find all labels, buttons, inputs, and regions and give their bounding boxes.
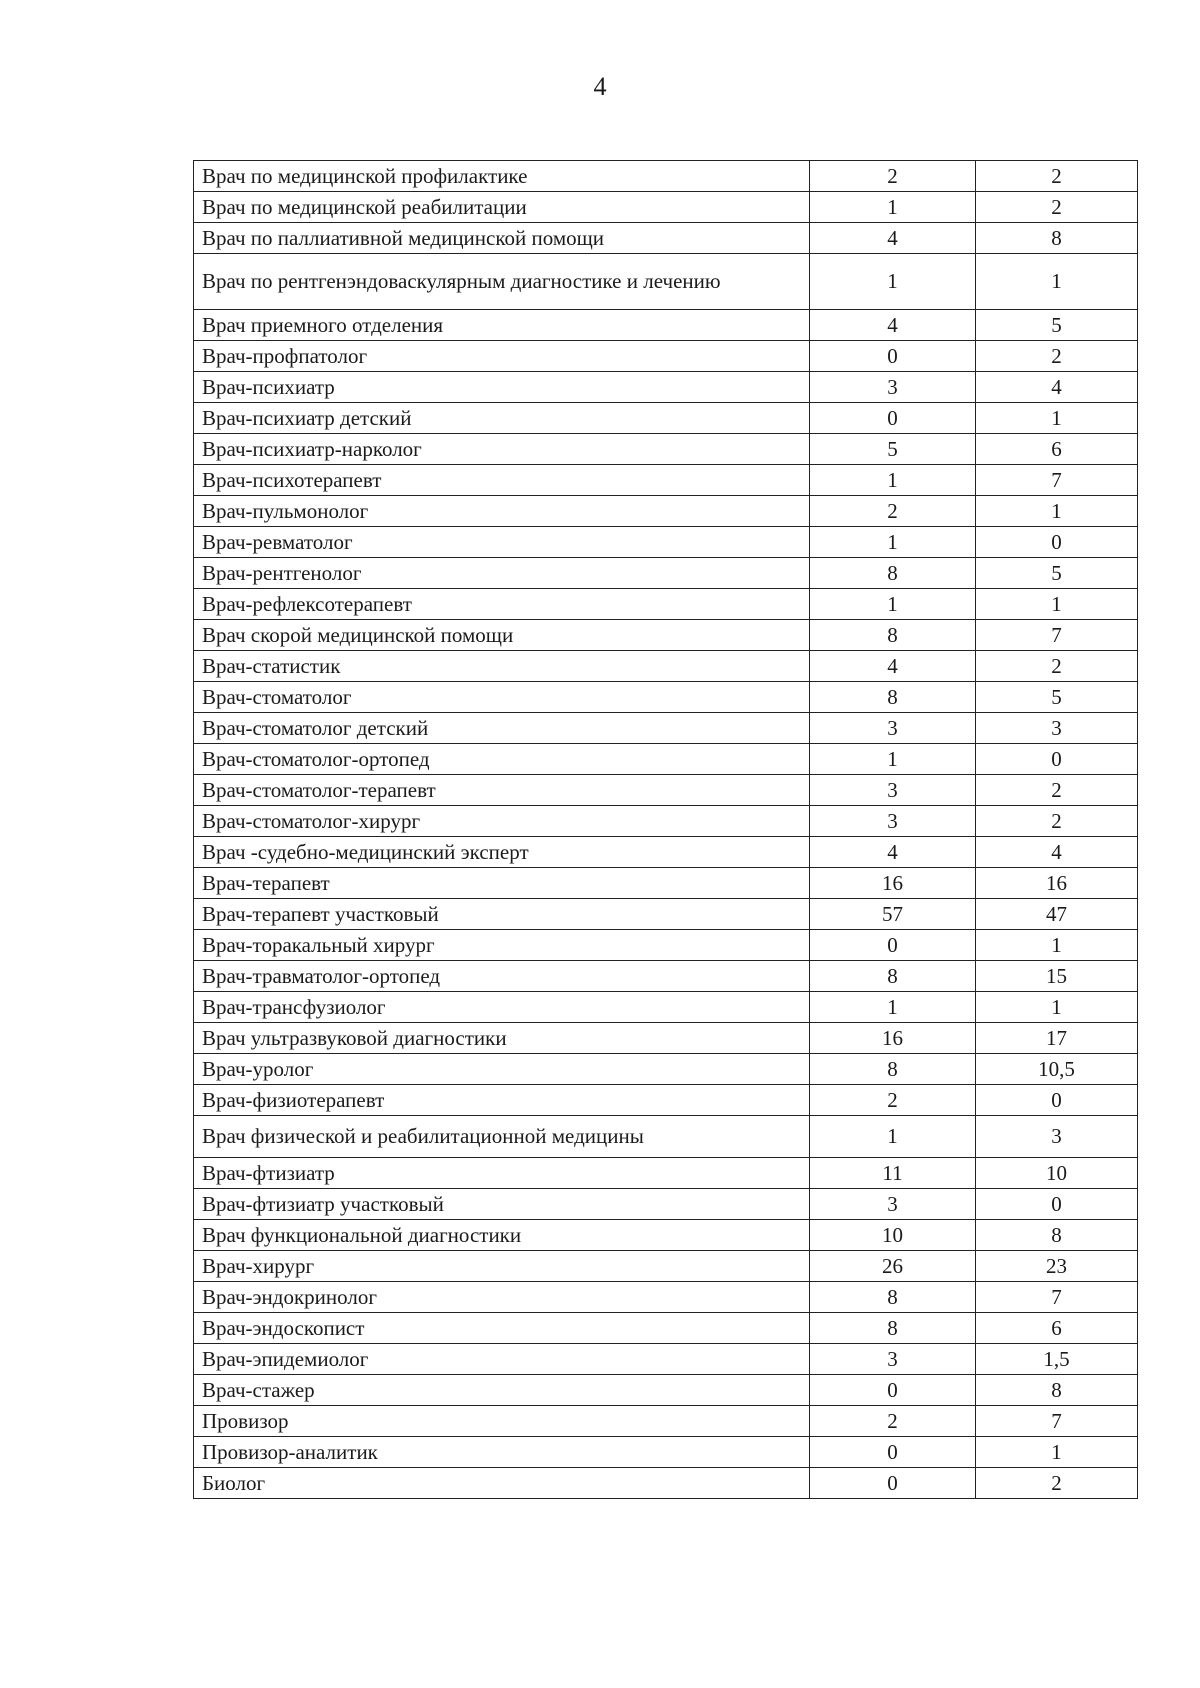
- value-column-1-cell: 26: [810, 1251, 976, 1282]
- position-name-cell: Врач-профпатолог: [194, 341, 810, 372]
- value-column-1-cell: 5: [810, 434, 976, 465]
- value-column-1-cell: 4: [810, 651, 976, 682]
- value-column-2-cell: 10: [976, 1158, 1138, 1189]
- value-column-2-cell: 2: [976, 775, 1138, 806]
- table-row: [194, 1158, 1138, 1189]
- table-row: [194, 1116, 1138, 1158]
- position-name-cell: Биолог: [194, 1468, 810, 1499]
- value-column-1-cell: 3: [810, 1344, 976, 1375]
- value-column-1-cell: 8: [810, 558, 976, 589]
- table-row: [194, 434, 1138, 465]
- position-name-cell: Врач-фтизиатр: [194, 1158, 810, 1189]
- position-name-cell: Врач по рентгенэндоваскулярным диагностике и лечению: [194, 254, 810, 310]
- value-column-2-cell: 4: [976, 372, 1138, 403]
- value-column-2-cell: 1: [976, 496, 1138, 527]
- value-column-1-cell: 0: [810, 930, 976, 961]
- table-row: [194, 930, 1138, 961]
- value-column-2-cell: 5: [976, 310, 1138, 341]
- value-column-1-cell: 2: [810, 161, 976, 192]
- value-column-2-cell: 3: [976, 1116, 1138, 1158]
- value-column-2-cell: 23: [976, 1251, 1138, 1282]
- table-row: [194, 992, 1138, 1023]
- table-row: [194, 310, 1138, 341]
- position-name-cell: Врач ультразвуковой диагностики: [194, 1023, 810, 1054]
- value-column-2-cell: 8: [976, 1220, 1138, 1251]
- value-column-2-cell: 8: [976, 223, 1138, 254]
- value-column-2-cell: 3: [976, 713, 1138, 744]
- value-column-1-cell: 4: [810, 310, 976, 341]
- value-column-1-cell: 0: [810, 403, 976, 434]
- position-name-cell: Врач-психиатр детский: [194, 403, 810, 434]
- position-name-cell: Врач-психиатр-нарколог: [194, 434, 810, 465]
- table-row: [194, 1437, 1138, 1468]
- value-column-1-cell: 3: [810, 372, 976, 403]
- value-column-2-cell: 1: [976, 403, 1138, 434]
- position-name-cell: Врач-стоматолог-ортопед: [194, 744, 810, 775]
- position-name-cell: Врач-психотерапевт: [194, 465, 810, 496]
- position-name-cell: Врач-рефлексотерапевт: [194, 589, 810, 620]
- position-name-cell: Врач-ревматолог: [194, 527, 810, 558]
- value-column-1-cell: 1: [810, 589, 976, 620]
- table-row: [194, 465, 1138, 496]
- table-row: [194, 961, 1138, 992]
- position-name-cell: Врач-уролог: [194, 1054, 810, 1085]
- value-column-1-cell: 16: [810, 868, 976, 899]
- value-column-2-cell: 17: [976, 1023, 1138, 1054]
- table-row: [194, 1220, 1138, 1251]
- value-column-2-cell: 1: [976, 254, 1138, 310]
- table-row: [194, 775, 1138, 806]
- position-name-cell: Провизор: [194, 1406, 810, 1437]
- value-column-1-cell: 8: [810, 682, 976, 713]
- table-row: [194, 806, 1138, 837]
- position-name-cell: Провизор-аналитик: [194, 1437, 810, 1468]
- value-column-1-cell: 0: [810, 1375, 976, 1406]
- value-column-2-cell: 5: [976, 682, 1138, 713]
- value-column-2-cell: 16: [976, 868, 1138, 899]
- table-row: [194, 589, 1138, 620]
- position-name-cell: Врач-эндокринолог: [194, 1282, 810, 1313]
- value-column-2-cell: 47: [976, 899, 1138, 930]
- position-name-cell: Врач-стажер: [194, 1375, 810, 1406]
- table-row: [194, 1313, 1138, 1344]
- table-body: [194, 161, 1138, 1499]
- value-column-2-cell: 7: [976, 1406, 1138, 1437]
- position-name-cell: Врач-пульмонолог: [194, 496, 810, 527]
- page-number: 4: [593, 72, 607, 101]
- value-column-1-cell: 0: [810, 1468, 976, 1499]
- value-column-2-cell: 1: [976, 589, 1138, 620]
- table-row: [194, 496, 1138, 527]
- position-name-cell: Врач-стоматолог детский: [194, 713, 810, 744]
- value-column-2-cell: 2: [976, 341, 1138, 372]
- position-name-cell: Врач-хирург: [194, 1251, 810, 1282]
- value-column-2-cell: 2: [976, 806, 1138, 837]
- position-name-cell: Врач-торакальный хирург: [194, 930, 810, 961]
- value-column-1-cell: 8: [810, 961, 976, 992]
- position-name-cell: Врач-статистик: [194, 651, 810, 682]
- value-column-2-cell: 0: [976, 744, 1138, 775]
- table-row: [194, 1085, 1138, 1116]
- value-column-2-cell: 1: [976, 930, 1138, 961]
- value-column-2-cell: 1: [976, 992, 1138, 1023]
- table-row: [194, 527, 1138, 558]
- value-column-1-cell: 1: [810, 192, 976, 223]
- table-row: [194, 651, 1138, 682]
- staffing-table: [193, 160, 1138, 1499]
- table-row: [194, 372, 1138, 403]
- position-name-cell: Врач функциональной диагностики: [194, 1220, 810, 1251]
- value-column-1-cell: 1: [810, 992, 976, 1023]
- value-column-1-cell: 3: [810, 806, 976, 837]
- table-row: [194, 899, 1138, 930]
- table-row: [194, 713, 1138, 744]
- position-name-cell: Врач скорой медицинской помощи: [194, 620, 810, 651]
- table-row: [194, 744, 1138, 775]
- position-name-cell: Врач-фтизиатр участковый: [194, 1189, 810, 1220]
- table-row: [194, 161, 1138, 192]
- value-column-1-cell: 1: [810, 744, 976, 775]
- value-column-1-cell: 0: [810, 1437, 976, 1468]
- value-column-2-cell: 7: [976, 465, 1138, 496]
- value-column-1-cell: 4: [810, 837, 976, 868]
- value-column-1-cell: 11: [810, 1158, 976, 1189]
- value-column-2-cell: 0: [976, 1189, 1138, 1220]
- table-row: [194, 1468, 1138, 1499]
- table-row: [194, 254, 1138, 310]
- value-column-2-cell: 7: [976, 620, 1138, 651]
- table-row: [194, 1406, 1138, 1437]
- value-column-2-cell: 10,5: [976, 1054, 1138, 1085]
- table-row: [194, 1189, 1138, 1220]
- value-column-1-cell: 3: [810, 1189, 976, 1220]
- table-row: [194, 1054, 1138, 1085]
- value-column-2-cell: 2: [976, 1468, 1138, 1499]
- value-column-2-cell: 4: [976, 837, 1138, 868]
- table-row: [194, 1344, 1138, 1375]
- value-column-2-cell: 2: [976, 192, 1138, 223]
- table-row: [194, 192, 1138, 223]
- value-column-1-cell: 8: [810, 1282, 976, 1313]
- value-column-1-cell: 1: [810, 465, 976, 496]
- table-row: [194, 558, 1138, 589]
- value-column-1-cell: 16: [810, 1023, 976, 1054]
- position-name-cell: Врач-эпидемиолог: [194, 1344, 810, 1375]
- table-row: [194, 1375, 1138, 1406]
- position-name-cell: Врач физической и реабилитационной медицины: [194, 1116, 810, 1158]
- value-column-2-cell: 7: [976, 1282, 1138, 1313]
- table-row: [194, 868, 1138, 899]
- table-row: [194, 1251, 1138, 1282]
- position-name-cell: Врач-стоматолог-хирург: [194, 806, 810, 837]
- position-name-cell: Врач-терапевт участковый: [194, 899, 810, 930]
- value-column-2-cell: 0: [976, 1085, 1138, 1116]
- table-row: [194, 1023, 1138, 1054]
- value-column-2-cell: 6: [976, 434, 1138, 465]
- table-row: [194, 1282, 1138, 1313]
- position-name-cell: Врач по медицинской профилактике: [194, 161, 810, 192]
- position-name-cell: Врач-стоматолог: [194, 682, 810, 713]
- value-column-1-cell: 57: [810, 899, 976, 930]
- position-name-cell: Врач-травматолог-ортопед: [194, 961, 810, 992]
- position-name-cell: Врач-стоматолог-терапевт: [194, 775, 810, 806]
- value-column-2-cell: 6: [976, 1313, 1138, 1344]
- position-name-cell: Врач по медицинской реабилитации: [194, 192, 810, 223]
- value-column-1-cell: 8: [810, 620, 976, 651]
- value-column-2-cell: 1,5: [976, 1344, 1138, 1375]
- value-column-2-cell: 2: [976, 161, 1138, 192]
- value-column-1-cell: 8: [810, 1054, 976, 1085]
- value-column-1-cell: 1: [810, 254, 976, 310]
- position-name-cell: Врач-психиатр: [194, 372, 810, 403]
- value-column-1-cell: 2: [810, 496, 976, 527]
- value-column-1-cell: 3: [810, 775, 976, 806]
- position-name-cell: Врач-эндоскопист: [194, 1313, 810, 1344]
- position-name-cell: Врач-рентгенолог: [194, 558, 810, 589]
- value-column-1-cell: 2: [810, 1085, 976, 1116]
- position-name-cell: Врач приемного отделения: [194, 310, 810, 341]
- value-column-2-cell: 1: [976, 1437, 1138, 1468]
- position-name-cell: Врач-терапевт: [194, 868, 810, 899]
- table-row: [194, 341, 1138, 372]
- value-column-1-cell: 1: [810, 527, 976, 558]
- position-name-cell: Врач -судебно-медицинский эксперт: [194, 837, 810, 868]
- position-name-cell: Врач по паллиативной медицинской помощи: [194, 223, 810, 254]
- value-column-1-cell: 3: [810, 713, 976, 744]
- value-column-1-cell: 1: [810, 1116, 976, 1158]
- value-column-1-cell: 2: [810, 1406, 976, 1437]
- value-column-1-cell: 4: [810, 223, 976, 254]
- table-row: [194, 223, 1138, 254]
- value-column-2-cell: 15: [976, 961, 1138, 992]
- value-column-2-cell: 0: [976, 527, 1138, 558]
- table-row: [194, 403, 1138, 434]
- table-row: [194, 837, 1138, 868]
- value-column-1-cell: 10: [810, 1220, 976, 1251]
- position-name-cell: Врач-физиотерапевт: [194, 1085, 810, 1116]
- table-row: [194, 682, 1138, 713]
- value-column-1-cell: 0: [810, 341, 976, 372]
- value-column-1-cell: 8: [810, 1313, 976, 1344]
- table-row: [194, 620, 1138, 651]
- position-name-cell: Врач-трансфузиолог: [194, 992, 810, 1023]
- value-column-2-cell: 5: [976, 558, 1138, 589]
- value-column-2-cell: 2: [976, 651, 1138, 682]
- value-column-2-cell: 8: [976, 1375, 1138, 1406]
